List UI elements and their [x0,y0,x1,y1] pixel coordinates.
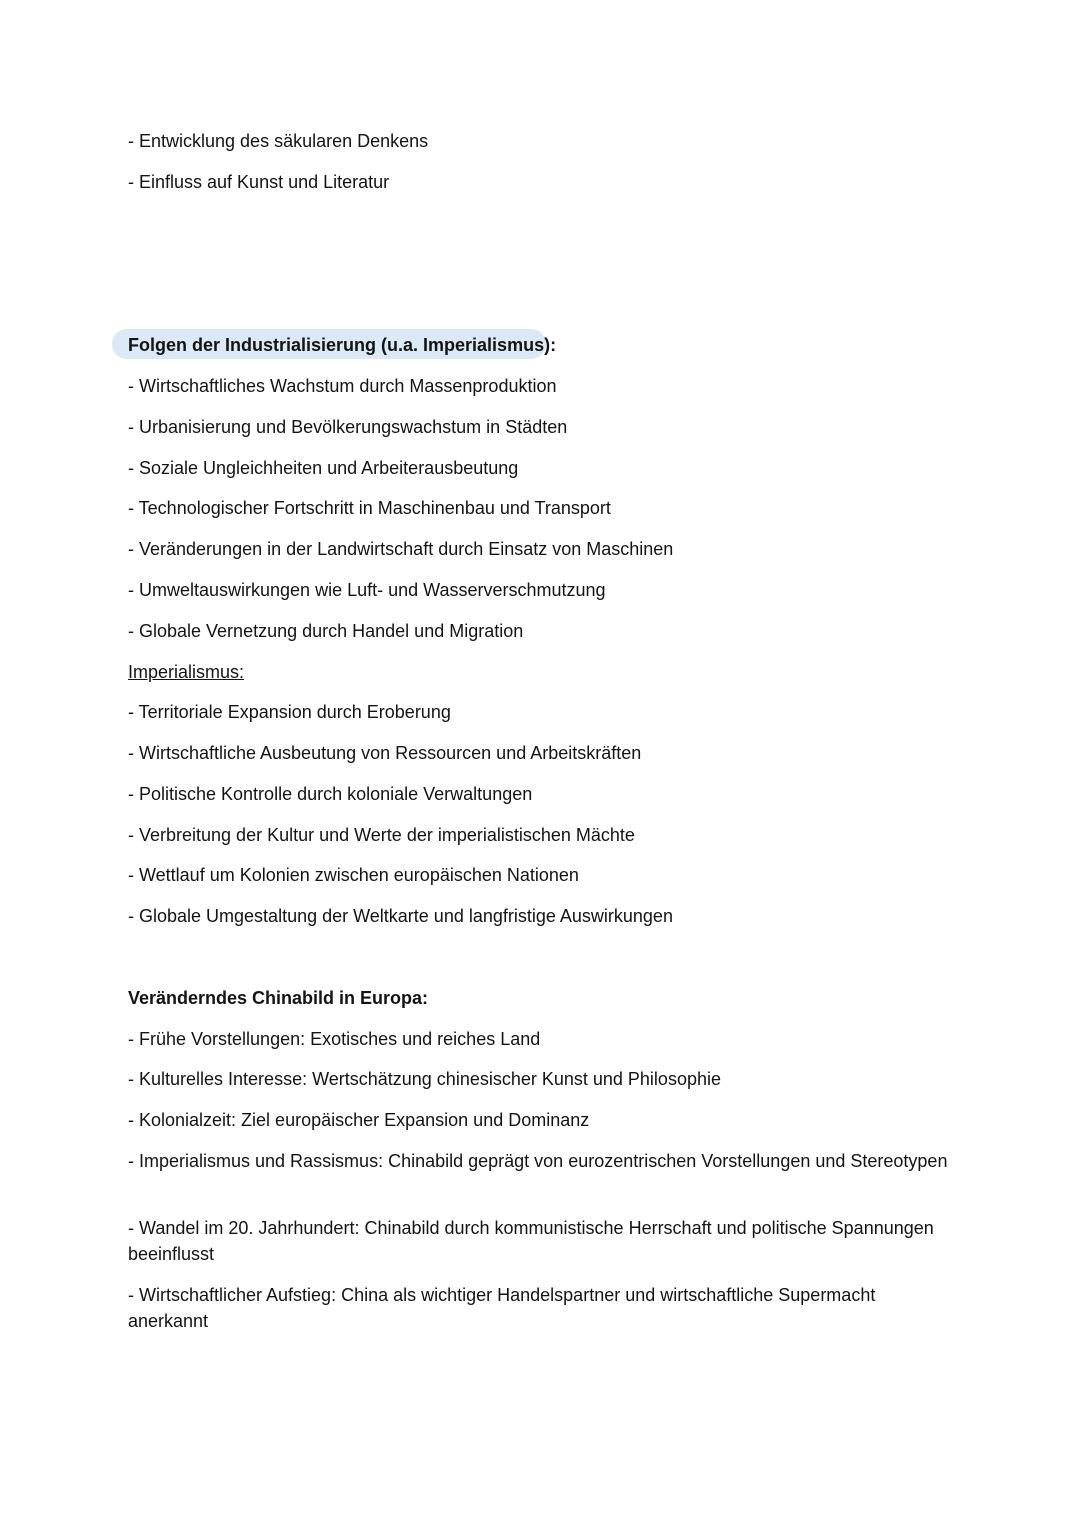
imperialismus-item-1: - Territoriale Expansion durch Eroberung [128,702,451,722]
chinabild-item-1: - Frühe Vorstellungen: Exotisches und reiches Land [128,1029,541,1049]
industrialisierung-item-6: - Umweltauswirkungen wie Luft- und Wasserverschmutzung [128,580,606,600]
industrialisierung-heading: Folgen der Industrialisierung (u.a. Imperialismus): [128,335,557,355]
imperialismus-item-3: - Politische Kontrolle durch koloniale Verwaltungen [128,784,533,804]
chinabild-item-3: - Kolonialzeit: Ziel europäischer Expansion und Dominanz [128,1110,590,1130]
chinabild-item-5: - Wandel im 20. Jahrhundert: Chinabild durch kommunistische Herrschaft und politische Spannungen beeinflusst [128,1218,934,1264]
imperialismus-item-5: - Wettlauf um Kolonien zwischen europäischen Nationen [128,865,579,885]
imperialismus-item-2: - Wirtschaftliche Ausbeutung von Ressourcen und Arbeitskräften [128,743,642,763]
intro-item-1: - Entwicklung des säkularen Denkens [128,131,429,151]
industrialisierung-item-4: - Technologischer Fortschritt in Maschinenbau und Transport [128,498,611,518]
industrialisierung-item-1: - Wirtschaftliches Wachstum durch Massenproduktion [128,376,557,396]
industrialisierung-item-2: - Urbanisierung und Bevölkerungswachstum in Städten [128,417,568,437]
industrialisierung-item-5: - Veränderungen in der Landwirtschaft durch Einsatz von Maschinen [128,539,674,559]
industrialisierung-item-3: - Soziale Ungleichheiten und Arbeiterausbeutung [128,458,519,478]
chinabild-item-4: - Imperialismus und Rassismus: Chinabild geprägt von eurozentrischen Vorstellungen und Stereotypen [128,1151,948,1171]
chinabild-item-6: - Wirtschaftlicher Aufstieg: China als wichtiger Handelspartner und wirtschaftliche Supermacht anerkannt [128,1285,876,1331]
imperialismus-item-6: - Globale Umgestaltung der Weltkarte und langfristige Auswirkungen [128,906,673,926]
chinabild-heading: Veränderndes Chinabild in Europa: [128,988,429,1008]
imperialismus-item-4: - Verbreitung der Kultur und Werte der imperialistischen Mächte [128,825,635,845]
intro-item-2: - Einfluss auf Kunst und Literatur [128,172,390,192]
imperialismus-heading: Imperialismus: [128,662,245,682]
chinabild-item-2: - Kulturelles Interesse: Wertschätzung chinesischer Kunst und Philosophie [128,1069,721,1089]
industrialisierung-item-7: - Globale Vernetzung durch Handel und Migration [128,621,524,641]
